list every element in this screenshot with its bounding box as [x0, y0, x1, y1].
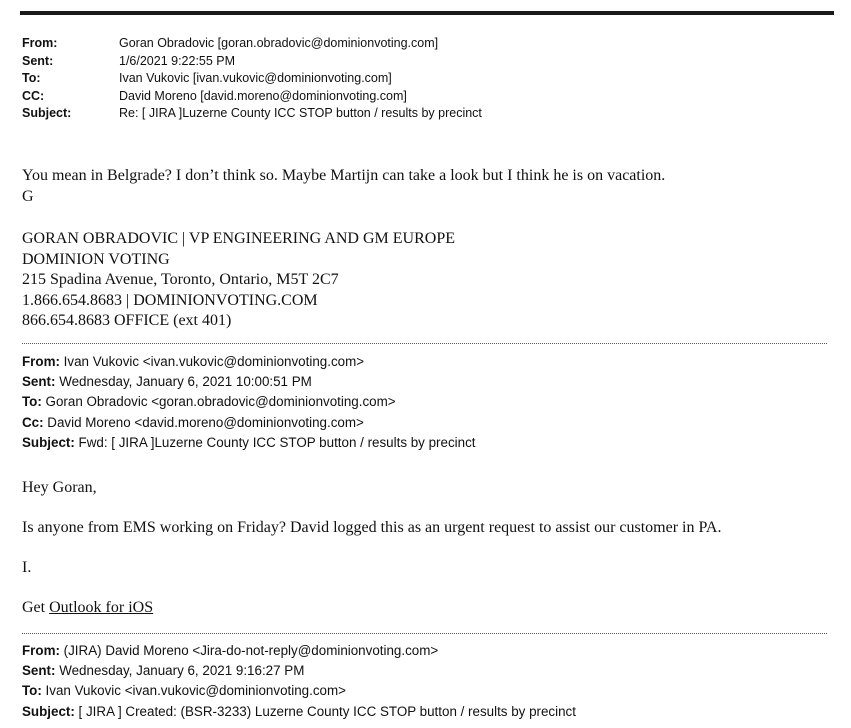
separator-2 — [22, 633, 827, 634]
signature — [22, 229, 455, 332]
fwd2-subject-row — [22, 702, 576, 722]
forward-header-2 — [22, 641, 576, 722]
fwd2-from-label: From: — [22, 643, 60, 658]
header-cc-label: CC: — [22, 88, 45, 103]
email-header — [22, 35, 482, 123]
header-subject-label: Subject: — [22, 106, 72, 121]
fwd1-to-row — [22, 392, 475, 412]
header-from-label: From: — [22, 36, 58, 50]
fwd1-subject-row — [22, 433, 475, 453]
fwd1-to-value: Goran Obradovic <goran.obradovic@dominionvoting.com> — [41, 394, 396, 410]
fwd2-from-value: (JIRA) David Moreno <Jira-do-not-reply@dominionvoting.com> — [59, 643, 439, 658]
header-from-row — [22, 35, 482, 53]
reply-line-1: You mean in Belgrade? I don’t think so. Maybe Martijn can take a look but I think he is on vacation. — [22, 167, 666, 184]
fwd1-cc-value: David Moreno <david.moreno@dominionvoting.com> — [43, 414, 364, 430]
fwd2-subject-label: Subject: — [22, 703, 75, 719]
fwd2-to-label: To: — [22, 683, 42, 699]
fwd1-sent-value: Wednesday, January 6, 2021 10:00:51 PM — [55, 374, 312, 390]
reply-line-2: G — [22, 187, 34, 205]
initial-line: I. — [22, 559, 32, 576]
separator-1 — [22, 343, 827, 344]
fwd2-from-row — [22, 641, 576, 661]
signature-address: 215 Spadina Avenue, Toronto, Ontario, M5T 2C7 — [22, 271, 339, 289]
fwd2-sent-row — [22, 661, 576, 681]
fwd1-to-label: To: — [22, 394, 42, 410]
signature-name-title: GORAN OBRADOVIC | VP ENGINEERING AND GM EUROPE — [22, 230, 455, 247]
header-to-value: Ivan Vukovic [ivan.vukovic@dominionvoting.com] — [119, 71, 392, 86]
header-sent-label: Sent: — [22, 53, 54, 68]
forward-header-1 — [22, 352, 475, 453]
greeting-line: Hey Goran, — [22, 479, 97, 496]
header-subject-value: Re: [ JIRA ]Luzerne County ICC STOP button / results by precinct — [119, 106, 482, 121]
fwd1-subject-value: Fwd: [ JIRA ]Luzerne County ICC STOP button / results by precinct — [74, 434, 476, 450]
forward-body-get-outlook — [22, 598, 153, 619]
fwd1-from-value: Ivan Vukovic <ivan.vukovic@dominionvoting.com> — [59, 354, 365, 369]
header-cc-row — [22, 88, 482, 106]
signature-company: DOMINION VOTING — [22, 250, 170, 268]
paragraph-line: Is anyone from EMS working on Friday? David logged this as an urgent request to assist our customer in PA. — [22, 519, 722, 536]
fwd1-cc-row — [22, 413, 475, 433]
forward-body-paragraph — [22, 518, 721, 539]
fwd2-to-value: Ivan Vukovic <ivan.vukovic@dominionvoting.com> — [41, 683, 346, 699]
header-from-value: Goran Obradovic [goran.obradovic@dominionvoting.com] — [119, 36, 439, 50]
fwd1-sent-row — [22, 372, 475, 392]
signature-office: 866.654.8683 OFFICE (ext 401) — [22, 312, 232, 330]
forward-body-greeting — [22, 478, 97, 499]
fwd1-subject-label: Subject: — [22, 434, 75, 450]
top-divider-bar — [20, 11, 834, 15]
forward-body-initial — [22, 558, 31, 579]
get-outlook-line — [22, 598, 153, 619]
fwd2-sent-label: Sent: — [22, 663, 56, 679]
fwd2-subject-value: [ JIRA ] Created: (BSR-3233) Luzerne County ICC STOP button / results by precinct — [74, 703, 576, 719]
fwd2-to-row — [22, 681, 576, 701]
fwd1-from-row — [22, 352, 475, 372]
header-to-row — [22, 70, 482, 88]
outlook-for-ios-link[interactable]: Outlook for iOS — [49, 599, 154, 616]
fwd1-from-label: From: — [22, 354, 60, 369]
header-subject-row — [22, 105, 482, 123]
get-prefix: Get — [22, 599, 50, 616]
fwd2-sent-value: Wednesday, January 6, 2021 9:16:27 PM — [55, 663, 305, 679]
header-sent-value: 1/6/2021 9:22:55 PM — [119, 53, 236, 68]
fwd1-sent-label: Sent: — [22, 374, 56, 390]
header-to-label: To: — [22, 71, 41, 86]
reply-body — [22, 166, 665, 207]
header-cc-value: David Moreno [david.moreno@dominionvoting.com] — [119, 88, 407, 103]
fwd1-cc-label: Cc: — [22, 414, 44, 430]
header-sent-row — [22, 53, 482, 71]
signature-phone-web: 1.866.654.8683 | DOMINIONVOTING.COM — [22, 291, 318, 309]
